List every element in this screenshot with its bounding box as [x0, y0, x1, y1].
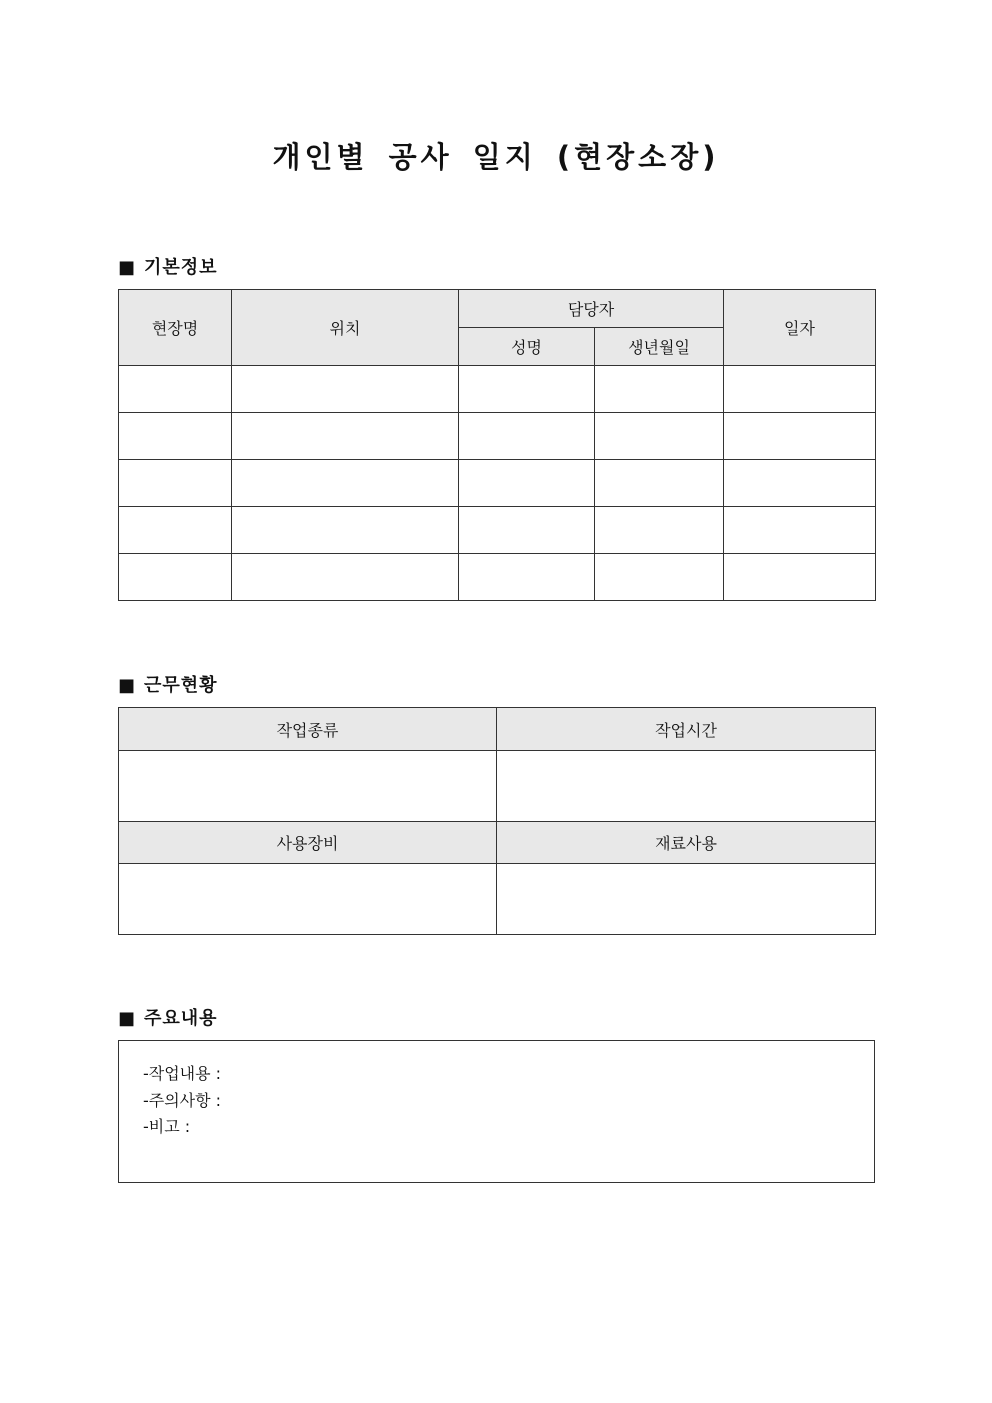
- col-header-site-name: 현장명: [119, 290, 232, 366]
- square-bullet-icon: ■: [118, 1008, 137, 1029]
- notes-box[interactable]: [118, 1040, 875, 1183]
- cell-location[interactable]: [232, 413, 459, 460]
- cell-location[interactable]: [232, 366, 459, 413]
- cell-location[interactable]: [232, 460, 459, 507]
- col-header-manager: 담당자: [459, 290, 724, 328]
- note-line-work-content: -작업내용 :: [143, 1064, 222, 1083]
- cell-materials[interactable]: [497, 864, 876, 935]
- col-header-location: 위치: [232, 290, 459, 366]
- header-materials: 재료사용: [497, 822, 876, 864]
- cell-name[interactable]: [459, 413, 595, 460]
- section-title-work: 근무현황: [144, 675, 218, 696]
- table-row: [119, 460, 876, 507]
- col-header-name: 성명: [459, 328, 595, 366]
- header-work-time: 작업시간: [497, 708, 876, 751]
- square-bullet-icon: ■: [118, 675, 137, 696]
- basic-info-table: [118, 289, 876, 601]
- cell-birthdate[interactable]: [595, 554, 724, 601]
- cell-birthdate[interactable]: [595, 413, 724, 460]
- cell-birthdate[interactable]: [595, 507, 724, 554]
- cell-date[interactable]: [724, 507, 876, 554]
- col-header-birthdate: 생년월일: [595, 328, 724, 366]
- cell-name[interactable]: [459, 507, 595, 554]
- table-row: [119, 507, 876, 554]
- header-equipment: 사용장비: [119, 822, 497, 864]
- cell-date[interactable]: [724, 554, 876, 601]
- cell-work-time[interactable]: [497, 751, 876, 822]
- cell-date[interactable]: [724, 460, 876, 507]
- cell-birthdate[interactable]: [595, 460, 724, 507]
- note-line-remarks: -비고 :: [143, 1117, 191, 1136]
- cell-site-name[interactable]: [119, 507, 232, 554]
- cell-location[interactable]: [232, 554, 459, 601]
- page-title: 개인별 공사 일지 (현장소장): [272, 140, 720, 174]
- cell-equipment[interactable]: [119, 864, 497, 935]
- cell-date[interactable]: [724, 366, 876, 413]
- cell-location[interactable]: [232, 507, 459, 554]
- cell-name[interactable]: [459, 366, 595, 413]
- table-row: [119, 554, 876, 601]
- cell-site-name[interactable]: [119, 554, 232, 601]
- cell-site-name[interactable]: [119, 413, 232, 460]
- table-row: [119, 413, 876, 460]
- cell-name[interactable]: [459, 554, 595, 601]
- section-heading-notes: [118, 1004, 218, 1030]
- section-title-notes: 주요내용: [144, 1008, 218, 1029]
- cell-site-name[interactable]: [119, 460, 232, 507]
- cell-birthdate[interactable]: [595, 366, 724, 413]
- cell-name[interactable]: [459, 460, 595, 507]
- table-row: [119, 366, 876, 413]
- section-heading-basic: [118, 253, 218, 279]
- col-header-date: 일자: [724, 290, 876, 366]
- square-bullet-icon: ■: [118, 257, 137, 278]
- cell-site-name[interactable]: [119, 366, 232, 413]
- cell-date[interactable]: [724, 413, 876, 460]
- note-line-cautions: -주의사항 :: [143, 1090, 222, 1110]
- section-heading-work: [118, 671, 218, 697]
- section-title-basic: 기본정보: [144, 257, 218, 278]
- header-work-type: 작업종류: [119, 708, 497, 751]
- work-status-table: [118, 707, 876, 935]
- cell-work-type[interactable]: [119, 751, 497, 822]
